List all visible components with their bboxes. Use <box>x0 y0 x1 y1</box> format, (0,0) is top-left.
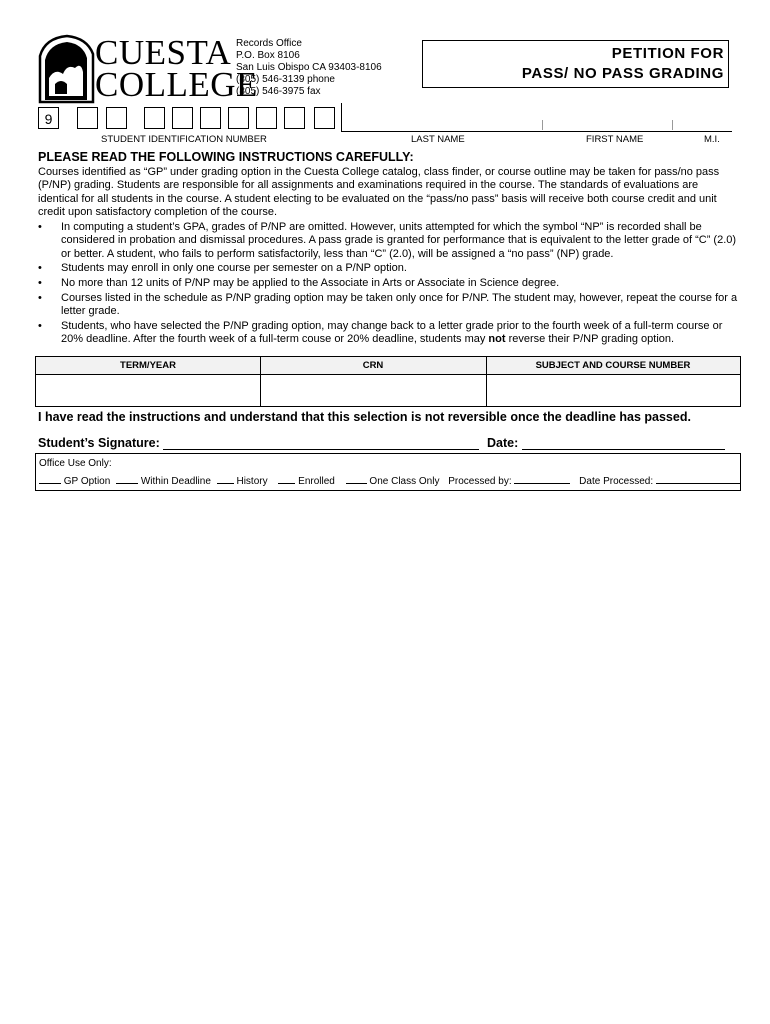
student-name-field[interactable] <box>341 103 732 132</box>
middle-initial-caption: M.I. <box>704 134 720 145</box>
phone: (805) 546-3139 phone <box>236 74 335 85</box>
list-item <box>38 320 740 347</box>
instructions-intro: Courses identified as “GP” under grading option in the Cuesta College catalog, class finder, or course outline may be taken for pass/no pass (P/NP) grading. Students are responsible for all assignments and examinations required in the course. The standards of evaluations are identical for all students in the course. A student electing to be evaluated on the “pass/no pass” basis will receive both course credit and unit credit upon satisfactory completion of the course. <box>38 166 720 218</box>
student-id-digit-prefix: 9 <box>38 107 59 129</box>
college-seal-icon <box>37 34 95 104</box>
date-field[interactable] <box>522 449 725 450</box>
signature-field[interactable] <box>163 449 479 450</box>
list-item <box>38 277 740 290</box>
student-id-digit-box[interactable] <box>144 107 165 129</box>
logo-line-1: CUESTA <box>95 33 232 72</box>
office-use-row <box>39 474 740 487</box>
list-item-text: In computing a student’s GPA, grades of P/NP are omitted. However, units attempted for which the symbol “NP” is recorded shall be considered in probation and dismissal procedures. A pass grade is granted for performance that is equivalent to the letter grade of “C” (2.0) or better. A student, who fails to perform satisfactorily, less than “C” (2.0), will be assigned a “no pass” (NP) grade. <box>61 221 737 260</box>
list-item <box>38 221 740 261</box>
list-item-text: Courses listed in the schedule as P/NP grading option may be taken only once for P/NP. The student may, however, repeat the course for a letter grade. <box>61 291 738 318</box>
student-id-digit-box[interactable] <box>77 107 98 129</box>
history-blank[interactable] <box>217 474 234 484</box>
date-label: Date: <box>487 436 519 450</box>
date-processed-blank[interactable] <box>656 474 740 484</box>
bullet-icon: • <box>38 221 42 233</box>
subject-course-header: SUBJECT AND COURSE NUMBER <box>535 360 691 371</box>
within-deadline-label: Within Deadline <box>140 476 211 487</box>
office-use-box <box>35 453 741 491</box>
list-item-text: Students may enroll in only one course per semester on a P/NP option. <box>61 262 407 275</box>
processed-by-blank[interactable] <box>514 474 570 484</box>
city-zip: San Luis Obispo CA 93403-8106 <box>236 62 382 73</box>
instructions-heading: PLEASE READ THE FOLLOWING INSTRUCTIONS CAREFULLY: <box>38 150 414 164</box>
records-office: Records Office <box>236 38 302 49</box>
enrolled-blank[interactable] <box>278 474 295 484</box>
student-id-digit-box[interactable] <box>200 107 221 129</box>
student-id-digit-box[interactable] <box>106 107 127 129</box>
gp-option-blank[interactable] <box>39 474 61 484</box>
student-id-digit-box[interactable] <box>256 107 277 129</box>
po-box: P.O. Box 8106 <box>236 50 300 61</box>
instructions-list <box>38 221 740 348</box>
list-item-text: reverse their P/NP grading option. <box>505 333 675 346</box>
name-divider <box>542 120 543 130</box>
bullet-icon: • <box>38 320 42 333</box>
form-title-line-1: PETITION FOR <box>611 45 724 62</box>
list-item-text: Students, who have selected the P/NP grading option, may change back to a letter grade prior to the fourth week of a full-term course or 20% deadline. After the fourth week of a full-term couse or 20% deadline, students may <box>61 320 723 346</box>
term-year-header: TERM/YEAR <box>120 360 176 371</box>
history-label: History <box>236 476 268 487</box>
office-use-label: Office Use Only: <box>39 458 112 469</box>
student-id-digit-box[interactable] <box>228 107 249 129</box>
student-id-digit-box[interactable] <box>284 107 305 129</box>
fax: (805) 546-3975 fax <box>236 86 321 97</box>
signature-label: Student’s Signature: <box>38 436 160 450</box>
logo-line-2: COLLEGE <box>95 65 258 104</box>
student-id-digit-box[interactable] <box>172 107 193 129</box>
enrolled-label: Enrolled <box>298 476 335 487</box>
crn-header: CRN <box>362 360 384 371</box>
student-id-digit-box[interactable] <box>314 107 335 129</box>
within-deadline-blank[interactable] <box>116 474 138 484</box>
list-item-text: No more than 12 units of P/NP may be applied to the Associate in Arts or Associate in Science degree. <box>61 277 560 290</box>
student-id-caption: STUDENT IDENTIFICATION NUMBER <box>101 134 267 145</box>
bullet-icon: • <box>38 291 42 304</box>
gp-option-label: GP Option <box>63 476 111 487</box>
last-name-caption: LAST NAME <box>411 134 465 145</box>
course-table <box>35 356 741 407</box>
form-title-line-2: PASS/ NO PASS GRADING <box>521 65 724 82</box>
form-title-box <box>422 40 729 88</box>
first-name-caption: FIRST NAME <box>586 134 644 145</box>
cuesta-college-logo <box>37 33 258 104</box>
address-block <box>236 38 382 98</box>
bullet-icon: • <box>38 277 42 290</box>
acknowledgement-statement: I have read the instructions and understand that this selection is not reversible once the deadline has passed. <box>38 410 691 424</box>
list-item <box>38 262 740 275</box>
processed-by-label: Processed by: <box>448 476 512 487</box>
list-item <box>38 292 740 319</box>
bullet-icon: • <box>38 262 42 275</box>
date-processed-label: Date Processed: <box>579 476 654 487</box>
emphasis-not: not <box>488 333 506 346</box>
name-divider <box>672 120 673 130</box>
one-class-blank[interactable] <box>346 474 367 484</box>
one-class-label: One Class Only <box>369 476 440 487</box>
